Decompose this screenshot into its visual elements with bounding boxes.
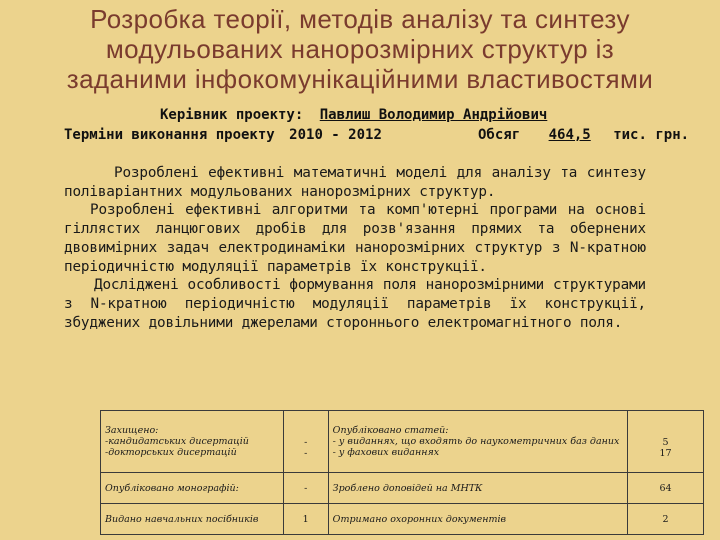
leader-label: Керівник проекту: [160, 107, 304, 123]
defended-dissertations-cell: Захищено: -кандидатських дисертацій -докторських дисертацій [101, 411, 284, 473]
project-terms [64, 127, 382, 143]
textbooks-cell: Видано навчальних посібників [101, 504, 284, 535]
articles-cell: Опубліковано статей: - у виданнях, що входять до наукометричних баз даних - у фахових виданнях [328, 411, 627, 473]
volume-label: Обсяг [478, 127, 521, 143]
results-text [64, 164, 646, 332]
table-row [101, 411, 704, 473]
volume-value: 464,5 [548, 127, 591, 143]
textbooks-count-cell: 1 [283, 504, 328, 535]
terms-label: Терміни виконання проекту [64, 127, 275, 143]
volume-unit: тис. грн. [613, 127, 690, 143]
table-row [101, 504, 704, 535]
patents-cell: Отримано охоронних документів [328, 504, 627, 535]
leader-name: Павлиш Володимир Андрійович [319, 107, 548, 123]
stats-table [100, 410, 704, 535]
slide-title [0, 4, 720, 94]
title-line-2: модульованих нанорозмірних структур із [105, 34, 615, 64]
articles-count-cell: 5 17 [628, 411, 704, 473]
patents-count-cell: 2 [628, 504, 704, 535]
table-row [101, 473, 704, 504]
project-volume [478, 127, 689, 143]
result-paragraph-2: Розроблені ефективні алгоритми та комп'ютерні програми на основі гіллястих ланцюгових дробів для розв'язання прямих та обернених двовимірних задач електродинаміки нанорозмірних структур з N-кратною періодичністю модуляції параметрів їх конструкції. [64, 202, 646, 275]
terms-value: 2010 - 2012 [289, 127, 382, 143]
title-line-1: Розробка теорії, методів аналізу та синтезу [90, 4, 630, 34]
monographs-cell: Опубліковано монографій: [101, 473, 284, 504]
title-line-3: заданими інфокомунікаційними властивостями [66, 64, 654, 94]
reports-count-cell: 64 [628, 473, 704, 504]
reports-cell: Зроблено доповідей на МНТК [328, 473, 627, 504]
defended-count-cell: - - [283, 411, 328, 473]
monographs-count-cell: - [283, 473, 328, 504]
result-paragraph-1: Розроблені ефективні математичні моделі для аналізу та синтезу поліваріантних модульованих нанорозмірних структур. [64, 165, 646, 200]
result-paragraph-3: Досліджені особливості формування поля нанорозмірними структурами з N-кратною періодичністю модуляції параметрів їх конструкції, збуджених довільними джерелами стороннього електромагнітного поля. [64, 277, 646, 331]
project-leader [160, 107, 547, 123]
